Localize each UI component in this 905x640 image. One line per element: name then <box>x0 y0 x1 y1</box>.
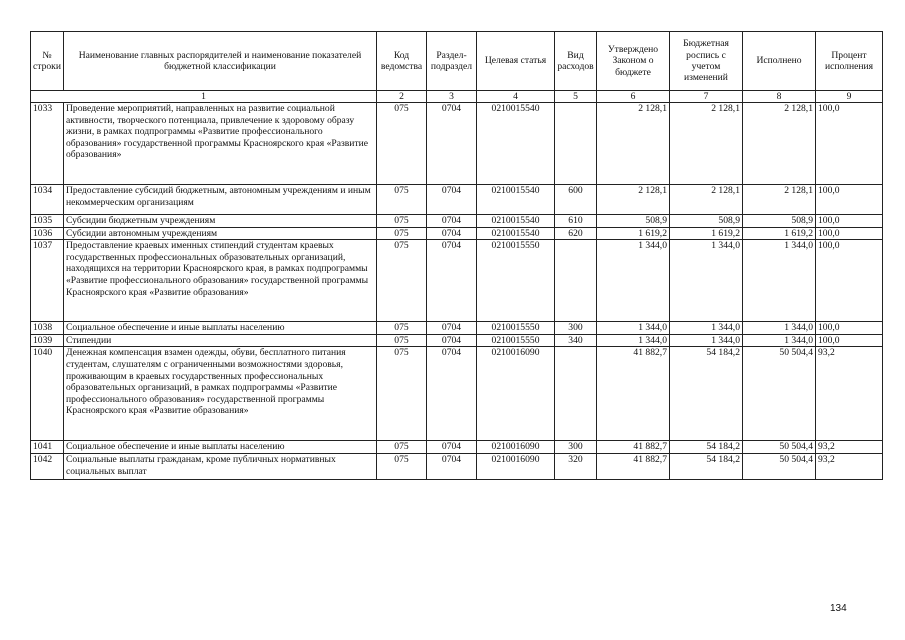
approved-amount: 1 344,0 <box>597 240 670 322</box>
section-code: 0704 <box>427 453 477 479</box>
approved-amount: 1 619,2 <box>597 227 670 240</box>
dept-code: 075 <box>377 240 427 322</box>
row-number: 1040 <box>31 347 64 441</box>
executed-amount: 50 504,4 <box>743 347 816 441</box>
executed-amount: 50 504,4 <box>743 441 816 454</box>
row-number: 1038 <box>31 322 64 335</box>
budget-list-amount: 1 619,2 <box>670 227 743 240</box>
expense-type: 340 <box>555 334 597 347</box>
section-code: 0704 <box>427 103 477 185</box>
table-row <box>31 347 883 441</box>
section-code: 0704 <box>427 185 477 215</box>
indicator-name: Денежная компенсация взамен одежды, обуви, бесплатного питания студентам, слушателям с ограниченными возможностями здоровья, проживающим в краевых государственных профессиональных образовательных организаций, в рамках подпрограммы «Развитие профессионального образования» государственной программы Красноярского края «Развитие образования» <box>64 347 377 441</box>
target-item: 0210015540 <box>477 215 555 228</box>
table-row <box>31 322 883 335</box>
row-number: 1035 <box>31 215 64 228</box>
table-row <box>31 215 883 228</box>
approved-amount: 1 344,0 <box>597 334 670 347</box>
header-name: Наименование главных распорядителей и наименование показателей бюджетной классификации <box>64 32 377 91</box>
header-executed: Исполнено <box>743 32 816 91</box>
budget-list-amount: 54 184,2 <box>670 453 743 479</box>
table-row <box>31 227 883 240</box>
column-number: 5 <box>555 91 597 103</box>
column-number: 1 <box>31 91 377 103</box>
execution-percent: 100,0 <box>816 185 883 215</box>
approved-amount: 1 344,0 <box>597 322 670 335</box>
budget-list-amount: 2 128,1 <box>670 103 743 185</box>
budget-list-amount: 1 344,0 <box>670 322 743 335</box>
budget-list-amount: 1 344,0 <box>670 240 743 322</box>
section-code: 0704 <box>427 240 477 322</box>
header-percent: Процент исполнения <box>816 32 883 91</box>
column-number: 3 <box>427 91 477 103</box>
table-row <box>31 103 883 185</box>
budget-list-amount: 1 344,0 <box>670 334 743 347</box>
execution-percent: 93,2 <box>816 441 883 454</box>
executed-amount: 50 504,4 <box>743 453 816 479</box>
approved-amount: 41 882,7 <box>597 453 670 479</box>
expense-type <box>555 347 597 441</box>
indicator-name: Проведение мероприятий, направленных на развитие социальной активности, творческого потенциала, привлечение к здоровому образу жизни, в рамках подпрограммы «Развитие профессионального образования» государственной программы Красноярского края «Развитие образования» <box>64 103 377 185</box>
indicator-name: Предоставление субсидий бюджетным, автономным учреждениям и иным некоммерческим организациям <box>64 185 377 215</box>
dept-code: 075 <box>377 334 427 347</box>
executed-amount: 2 128,1 <box>743 185 816 215</box>
dept-code: 075 <box>377 322 427 335</box>
target-item: 0210015540 <box>477 185 555 215</box>
approved-amount: 41 882,7 <box>597 347 670 441</box>
row-number: 1036 <box>31 227 64 240</box>
executed-amount: 1 344,0 <box>743 322 816 335</box>
expense-type: 620 <box>555 227 597 240</box>
indicator-name: Субсидии автономным учреждениям <box>64 227 377 240</box>
executed-amount: 1 344,0 <box>743 334 816 347</box>
table-row <box>31 240 883 322</box>
row-number: 1042 <box>31 453 64 479</box>
execution-percent: 100,0 <box>816 103 883 185</box>
approved-amount: 2 128,1 <box>597 185 670 215</box>
execution-percent: 100,0 <box>816 227 883 240</box>
section-code: 0704 <box>427 227 477 240</box>
target-item: 0210015550 <box>477 240 555 322</box>
execution-percent: 100,0 <box>816 334 883 347</box>
approved-amount: 2 128,1 <box>597 103 670 185</box>
executed-amount: 1 619,2 <box>743 227 816 240</box>
execution-percent: 93,2 <box>816 347 883 441</box>
target-item: 0210015550 <box>477 322 555 335</box>
executed-amount: 1 344,0 <box>743 240 816 322</box>
section-code: 0704 <box>427 322 477 335</box>
expense-type <box>555 103 597 185</box>
section-code: 0704 <box>427 347 477 441</box>
approved-amount: 41 882,7 <box>597 441 670 454</box>
table-row <box>31 453 883 479</box>
budget-list-amount: 508,9 <box>670 215 743 228</box>
budget-list-amount: 54 184,2 <box>670 347 743 441</box>
column-number: 7 <box>670 91 743 103</box>
expense-type: 600 <box>555 185 597 215</box>
target-item: 0210016090 <box>477 453 555 479</box>
header-target-item: Целевая статья <box>477 32 555 91</box>
indicator-name: Социальное обеспечение и иные выплаты населению <box>64 322 377 335</box>
row-number: 1034 <box>31 185 64 215</box>
dept-code: 075 <box>377 441 427 454</box>
row-number: 1037 <box>31 240 64 322</box>
section-code: 0704 <box>427 334 477 347</box>
row-number: 1033 <box>31 103 64 185</box>
header-row <box>31 32 883 91</box>
dept-code: 075 <box>377 347 427 441</box>
expense-type: 610 <box>555 215 597 228</box>
header-expense-type: Вид расходов <box>555 32 597 91</box>
dept-code: 075 <box>377 103 427 185</box>
budget-list-amount: 54 184,2 <box>670 441 743 454</box>
indicator-name: Стипендии <box>64 334 377 347</box>
column-number: 6 <box>597 91 670 103</box>
table-row <box>31 185 883 215</box>
target-item: 0210015540 <box>477 103 555 185</box>
target-item: 0210016090 <box>477 347 555 441</box>
target-item: 0210015550 <box>477 334 555 347</box>
indicator-name: Социальное обеспечение и иные выплаты населению <box>64 441 377 454</box>
expense-type: 320 <box>555 453 597 479</box>
column-numbers-row <box>31 91 883 103</box>
execution-percent: 100,0 <box>816 240 883 322</box>
indicator-name: Социальные выплаты гражданам, кроме публичных нормативных социальных выплат <box>64 453 377 479</box>
approved-amount: 508,9 <box>597 215 670 228</box>
dept-code: 075 <box>377 227 427 240</box>
executed-amount: 2 128,1 <box>743 103 816 185</box>
table-body <box>31 103 883 480</box>
row-number: 1041 <box>31 441 64 454</box>
header-dept-code: Код ведомства <box>377 32 427 91</box>
header-row-no: № строки <box>31 32 64 91</box>
column-number: 4 <box>477 91 555 103</box>
target-item: 0210016090 <box>477 441 555 454</box>
execution-percent: 100,0 <box>816 215 883 228</box>
row-number: 1039 <box>31 334 64 347</box>
expense-type: 300 <box>555 441 597 454</box>
table-row <box>31 441 883 454</box>
indicator-name: Субсидии бюджетным учреждениям <box>64 215 377 228</box>
target-item: 0210015540 <box>477 227 555 240</box>
header-approved: Утверждено Законом о бюджете <box>597 32 670 91</box>
expense-type <box>555 240 597 322</box>
column-number: 8 <box>743 91 816 103</box>
table-row <box>31 334 883 347</box>
section-code: 0704 <box>427 441 477 454</box>
header-budget-list: Бюджетная роспись с учетом изменений <box>670 32 743 91</box>
dept-code: 075 <box>377 215 427 228</box>
dept-code: 075 <box>377 185 427 215</box>
execution-percent: 93,2 <box>816 453 883 479</box>
expense-type: 300 <box>555 322 597 335</box>
column-number: 2 <box>377 91 427 103</box>
header-section: Раздел-подраздел <box>427 32 477 91</box>
page-number: 134 <box>830 603 847 614</box>
executed-amount: 508,9 <box>743 215 816 228</box>
budget-list-amount: 2 128,1 <box>670 185 743 215</box>
indicator-name: Предоставление краевых именных стипендий студентам краевых государственных профессиональных образовательных организаций, находящихся на территории Красноярского края, в рамках подпрограммы «Развитие профессионального образования» государственной программы Красноярского края «Развитие образования» <box>64 240 377 322</box>
execution-percent: 100,0 <box>816 322 883 335</box>
budget-execution-table <box>30 31 883 480</box>
section-code: 0704 <box>427 215 477 228</box>
column-number: 9 <box>816 91 883 103</box>
dept-code: 075 <box>377 453 427 479</box>
